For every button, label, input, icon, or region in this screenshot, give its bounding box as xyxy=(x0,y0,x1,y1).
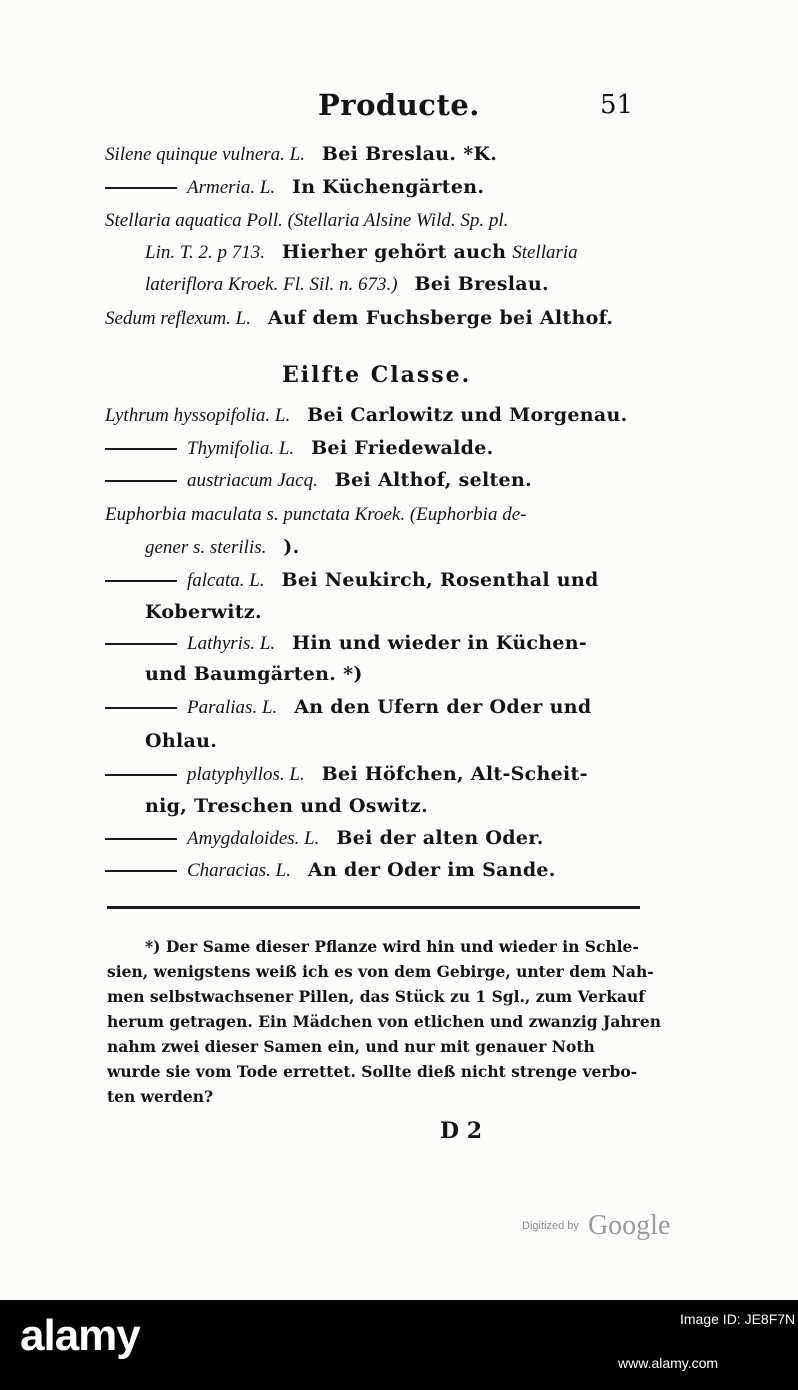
entry-line xyxy=(105,500,650,529)
entry-line xyxy=(105,466,650,495)
locality-text: Bei Neukirch, Rosenthal und xyxy=(274,569,599,591)
latin-name: Lythrum hyssopifolia. L. xyxy=(105,405,291,426)
entry-line xyxy=(145,533,690,562)
entry-line xyxy=(105,824,650,853)
locality-text: Bei Friedewalde. xyxy=(304,437,494,459)
latin-name: platyphyllos. L. xyxy=(187,764,305,785)
entry-line xyxy=(145,792,690,820)
locality-text: ). xyxy=(276,536,300,558)
entry-line xyxy=(145,238,690,267)
entry-line xyxy=(105,693,650,722)
locality-text: Bei Breslau. *K. xyxy=(315,143,498,165)
locality-text: Bei Carlowitz und Morgenau. xyxy=(300,404,628,426)
ditto-dash xyxy=(105,707,177,709)
latin-name: Paralias. L. xyxy=(187,697,278,718)
latin-name: Amygdaloides. L. xyxy=(187,828,320,849)
watermark-url: www.alamy.com xyxy=(618,1355,719,1371)
latin-name: Silene quinque vulnera. L. xyxy=(105,144,305,165)
latin-name: Thymifolia. L. xyxy=(187,438,295,459)
footnote-line: herum getragen. Ein Mädchen von etlichen und zwanzig Jahren xyxy=(107,1012,661,1031)
locality-text: nig, Treschen und Oswitz. xyxy=(145,795,429,817)
alamy-logo: alamy xyxy=(20,1311,140,1360)
footnote-divider xyxy=(107,906,640,909)
entry-line xyxy=(145,270,690,299)
latin-name: austriacum Jacq. xyxy=(187,470,318,491)
ditto-dash xyxy=(105,774,177,776)
entry-line xyxy=(105,206,650,235)
locality-text: und Baumgärten. *) xyxy=(145,663,363,685)
latin-name: Euphorbia maculata s. punctata Kroek. (Euphorbia de- xyxy=(105,504,527,525)
footnote-line: nahm zwei dieser Samen ein, und nur mit genauer Noth xyxy=(107,1037,595,1056)
digitized-by-stamp xyxy=(522,1210,670,1242)
latin-name: Stellaria xyxy=(512,242,578,263)
latin-name: Lin. T. 2. p 713. xyxy=(145,242,266,263)
locality-text: Auf dem Fuchsberge bei Althof. xyxy=(261,307,614,329)
ditto-dash xyxy=(105,870,177,872)
page-header-title: Producte. xyxy=(318,88,480,122)
page-number: 51 xyxy=(600,90,634,120)
footnote-line: sien, wenigstens weiß ich es von dem Gebirge, unter dem Nah- xyxy=(107,962,654,981)
ditto-dash xyxy=(105,643,177,645)
locality-text: Bei Althof, selten. xyxy=(327,469,532,491)
ditto-dash xyxy=(105,448,177,450)
ditto-dash xyxy=(105,580,177,582)
locality-text: Koberwitz. xyxy=(145,601,262,623)
latin-name: Armeria. L. xyxy=(187,177,276,198)
entry-line xyxy=(145,727,690,755)
locality-text: In Küchengärten. xyxy=(285,176,485,198)
entry-line xyxy=(105,140,650,169)
locality-text: Bei Höfchen, Alt-Scheit- xyxy=(314,763,588,785)
locality-text: An den Ufern der Oder und xyxy=(287,696,592,718)
entry-line xyxy=(145,660,690,688)
locality-text: Bei der alten Oder. xyxy=(329,827,544,849)
footnote-line: men selbstwachsener Pillen, das Stück zu 1 Sgl., zum Verkauf xyxy=(107,987,645,1006)
latin-name: Sedum reflexum. L. xyxy=(105,308,251,329)
latin-name: Stellaria aquatica Poll. (Stellaria Alsine Wild. Sp. pl. xyxy=(105,210,509,231)
footnote-line: wurde sie vom Tode errettet. Sollte dieß nicht strenge verbo- xyxy=(107,1062,638,1081)
entry-line xyxy=(105,760,650,789)
locality-text: Bei Breslau. xyxy=(407,273,549,295)
latin-name: Characias. L. xyxy=(187,860,291,881)
latin-name: falcata. L. xyxy=(187,570,265,591)
ditto-dash xyxy=(105,187,177,189)
entry-line xyxy=(105,304,650,333)
signature-mark: D 2 xyxy=(440,1118,483,1144)
entry-line xyxy=(145,598,690,626)
entry-line xyxy=(105,629,650,658)
locality-text: Hierher gehört auch xyxy=(275,241,507,263)
entry-line xyxy=(105,401,650,430)
locality-text: Hin und wieder in Küchen- xyxy=(285,632,588,654)
ditto-dash xyxy=(105,480,177,482)
locality-text: An der Oder im Sande. xyxy=(301,859,556,881)
latin-name: gener s. sterilis. xyxy=(145,537,267,558)
class-heading: Eilfte Classe. xyxy=(282,362,472,388)
latin-name: Lathyris. L. xyxy=(187,633,276,654)
footnote-line: *) Der Same dieser Pflanze wird hin und wieder in Schle- xyxy=(145,937,639,956)
entry-line xyxy=(105,566,650,595)
footnote-line: ten werden? xyxy=(107,1087,214,1106)
entry-line xyxy=(105,434,650,463)
google-logo: Google xyxy=(587,1210,671,1241)
digitized-prefix: Digitized by xyxy=(522,1220,579,1232)
image-id: Image ID: JE8F7N xyxy=(680,1311,796,1327)
entry-line xyxy=(105,173,650,202)
latin-name: lateriflora Kroek. Fl. Sil. n. 673.) xyxy=(145,274,398,295)
locality-text: Ohlau. xyxy=(145,730,218,752)
ditto-dash xyxy=(105,838,177,840)
entry-line xyxy=(105,856,650,885)
